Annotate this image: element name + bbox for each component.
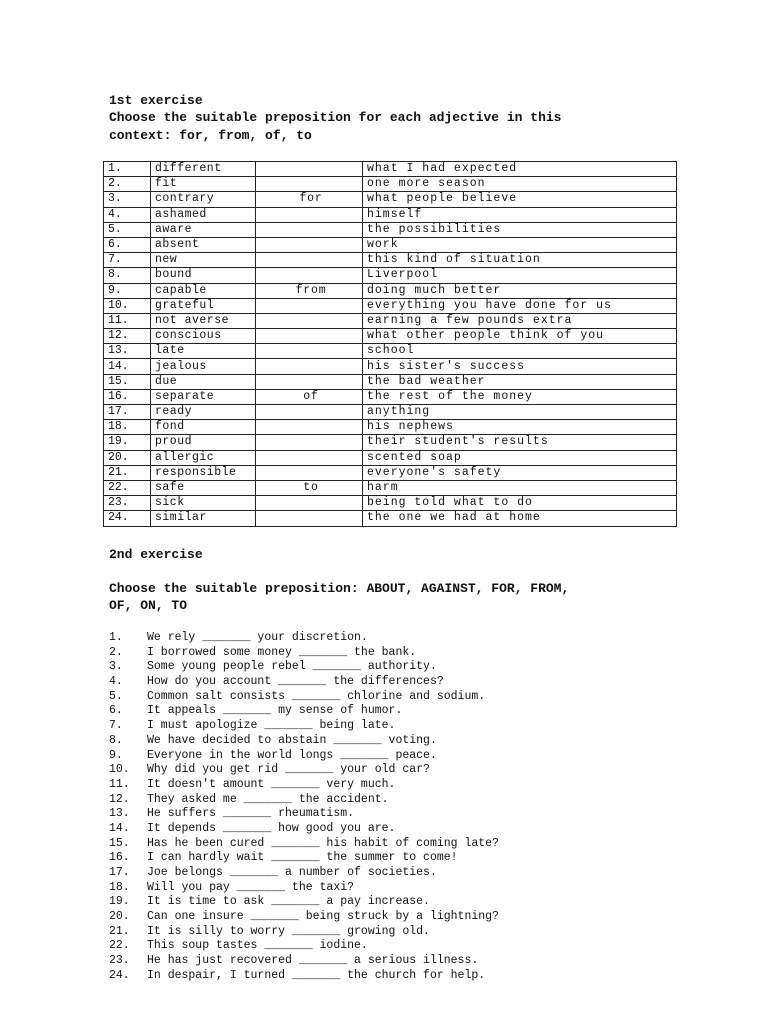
- table-row: [104, 177, 677, 192]
- context-cell: his sister's success: [363, 359, 677, 374]
- row-number: 5.: [104, 222, 151, 237]
- row-number: 7.: [104, 253, 151, 268]
- item-sentence: They asked me _______ the accident.: [147, 792, 389, 806]
- table-row: [104, 283, 677, 298]
- exercise2-instruction-line2: OF, ON, TO: [109, 598, 188, 613]
- adjective-cell: capable: [151, 283, 256, 298]
- item-number: 19.: [109, 895, 130, 909]
- item-sentence: It depends _______ how good you are.: [147, 821, 396, 835]
- table-row: [104, 496, 677, 511]
- list-item: [109, 704, 499, 719]
- context-cell: this kind of situation: [363, 253, 677, 268]
- row-number: 22.: [104, 480, 151, 495]
- list-item: [109, 881, 499, 896]
- adjective-cell: separate: [151, 389, 256, 404]
- row-number: 24.: [104, 511, 151, 526]
- row-number: 11.: [104, 313, 151, 328]
- item-number: 12.: [109, 792, 130, 806]
- preposition-cell: [256, 207, 363, 222]
- preposition-cell: [256, 344, 363, 359]
- item-sentence: I borrowed some money _______ the bank.: [147, 645, 417, 659]
- adjective-cell: due: [151, 374, 256, 389]
- row-number: 20.: [104, 450, 151, 465]
- item-sentence: Some young people rebel _______ authority.: [147, 660, 437, 674]
- row-number: 17.: [104, 405, 151, 420]
- item-sentence: It doesn't amount _______ very much.: [147, 777, 396, 791]
- adjective-cell: contrary: [151, 192, 256, 207]
- context-cell: his nephews: [363, 420, 677, 435]
- table-row: [104, 359, 677, 374]
- preposition-cell: from: [256, 283, 363, 298]
- list-item: [109, 793, 499, 808]
- item-sentence: How do you account _______ the differences?: [147, 675, 444, 689]
- preposition-cell: [256, 420, 363, 435]
- row-number: 4.: [104, 207, 151, 222]
- item-sentence: Has he been cured _______ his habit of coming late?: [147, 836, 499, 850]
- item-number: 18.: [109, 880, 130, 894]
- adjective-cell: fond: [151, 420, 256, 435]
- context-cell: work: [363, 237, 677, 252]
- row-number: 9.: [104, 283, 151, 298]
- table-row: [104, 207, 677, 222]
- table-row: [104, 329, 677, 344]
- table-row: [104, 222, 677, 237]
- context-cell: anything: [363, 405, 677, 420]
- preposition-cell: [256, 222, 363, 237]
- adjective-cell: fit: [151, 177, 256, 192]
- item-number: 16.: [109, 851, 130, 865]
- context-cell: everyone's safety: [363, 465, 677, 480]
- table-row: [104, 435, 677, 450]
- row-number: 19.: [104, 435, 151, 450]
- item-sentence: It appeals _______ my sense of humor.: [147, 704, 403, 718]
- preposition-cell: [256, 268, 363, 283]
- list-item: [109, 925, 499, 940]
- list-item: [109, 749, 499, 764]
- item-number: 5.: [109, 689, 123, 703]
- row-number: 1.: [104, 162, 151, 177]
- adjective-cell: jealous: [151, 359, 256, 374]
- item-number: 24.: [109, 968, 130, 982]
- preposition-cell: [256, 496, 363, 511]
- list-item: [109, 719, 499, 734]
- table-row: [104, 511, 677, 526]
- item-sentence: He has just recovered _______ a serious illness.: [147, 954, 479, 968]
- exercise1-instruction-line1: Choose the suitable preposition for each adjective in this: [109, 110, 562, 125]
- item-sentence: We have decided to abstain _______ voting.: [147, 733, 437, 747]
- row-number: 6.: [104, 237, 151, 252]
- table-row: [104, 405, 677, 420]
- list-item: [109, 778, 499, 793]
- row-number: 10.: [104, 298, 151, 313]
- item-sentence: He suffers _______ rheumatism.: [147, 807, 355, 821]
- table-row: [104, 237, 677, 252]
- list-item: [109, 822, 499, 837]
- list-item: [109, 866, 499, 881]
- adjective-cell: sick: [151, 496, 256, 511]
- row-number: 18.: [104, 420, 151, 435]
- adjective-cell: responsible: [151, 465, 256, 480]
- adjective-cell: bound: [151, 268, 256, 283]
- preposition-cell: [256, 298, 363, 313]
- exercise2-title: 2nd exercise: [109, 547, 203, 562]
- exercise1-table-body: [104, 162, 677, 527]
- list-item: [109, 837, 499, 852]
- item-number: 14.: [109, 821, 130, 835]
- row-number: 23.: [104, 496, 151, 511]
- preposition-cell: [256, 435, 363, 450]
- preposition-cell: [256, 465, 363, 480]
- item-number: 20.: [109, 910, 130, 924]
- item-sentence: It is time to ask _______ a pay increase.: [147, 895, 430, 909]
- context-cell: being told what to do: [363, 496, 677, 511]
- context-cell: the possibilities: [363, 222, 677, 237]
- table-row: [104, 480, 677, 495]
- preposition-cell: [256, 374, 363, 389]
- item-number: 10.: [109, 763, 130, 777]
- list-item: [109, 807, 499, 822]
- row-number: 12.: [104, 329, 151, 344]
- exercise1-title: 1st exercise: [109, 93, 203, 108]
- list-item: [109, 939, 499, 954]
- item-sentence: Will you pay _______ the taxi?: [147, 880, 355, 894]
- table-row: [104, 420, 677, 435]
- row-number: 3.: [104, 192, 151, 207]
- context-cell: the rest of the money: [363, 389, 677, 404]
- item-number: 23.: [109, 954, 130, 968]
- context-cell: what other people think of you: [363, 329, 677, 344]
- item-number: 1.: [109, 631, 123, 644]
- item-number: 3.: [109, 660, 123, 674]
- context-cell: harm: [363, 480, 677, 495]
- item-number: 22.: [109, 939, 130, 953]
- preposition-cell: [256, 162, 363, 177]
- context-cell: scented soap: [363, 450, 677, 465]
- item-number: 9.: [109, 748, 123, 762]
- preposition-cell: [256, 450, 363, 465]
- preposition-cell: [256, 511, 363, 526]
- item-sentence: I can hardly wait _______ the summer to come!: [147, 851, 458, 865]
- context-cell: everything you have done for us: [363, 298, 677, 313]
- row-number: 16.: [104, 389, 151, 404]
- item-number: 4.: [109, 675, 123, 689]
- item-sentence: Everyone in the world longs _______ peace.: [147, 748, 437, 762]
- item-number: 2.: [109, 645, 123, 659]
- item-number: 7.: [109, 719, 123, 733]
- exercise2-list: [109, 631, 499, 984]
- preposition-cell: [256, 329, 363, 344]
- list-item: [109, 954, 499, 969]
- adjective-cell: new: [151, 253, 256, 268]
- list-item: [109, 631, 499, 646]
- table-row: [104, 465, 677, 480]
- context-cell: what I had expected: [363, 162, 677, 177]
- context-cell: earning a few pounds extra: [363, 313, 677, 328]
- table-row: [104, 374, 677, 389]
- adjective-cell: allergic: [151, 450, 256, 465]
- context-cell: what people believe: [363, 192, 677, 207]
- adjective-cell: absent: [151, 237, 256, 252]
- table-row: [104, 344, 677, 359]
- item-sentence: Common salt consists _______ chlorine and sodium.: [147, 689, 486, 703]
- preposition-cell: for: [256, 192, 363, 207]
- table-row: [104, 268, 677, 283]
- table-row: [104, 389, 677, 404]
- list-item: [109, 895, 499, 910]
- item-sentence: In despair, I turned _______ the church for help.: [147, 968, 486, 982]
- item-number: 6.: [109, 704, 123, 718]
- preposition-cell: to: [256, 480, 363, 495]
- preposition-cell: [256, 359, 363, 374]
- exercise1-table: [103, 161, 677, 527]
- context-cell: their student's results: [363, 435, 677, 450]
- adjective-cell: similar: [151, 511, 256, 526]
- preposition-cell: [256, 253, 363, 268]
- preposition-cell: [256, 405, 363, 420]
- list-item: [109, 675, 499, 690]
- item-sentence: We rely _______ your discretion.: [147, 631, 368, 644]
- adjective-cell: conscious: [151, 329, 256, 344]
- list-item: [109, 734, 499, 749]
- item-sentence: I must apologize _______ being late.: [147, 719, 396, 733]
- list-item: [109, 763, 499, 778]
- adjective-cell: safe: [151, 480, 256, 495]
- table-row: [104, 192, 677, 207]
- row-number: 21.: [104, 465, 151, 480]
- item-sentence: It is silly to worry _______ growing old.: [147, 924, 430, 938]
- item-sentence: Joe belongs _______ a number of societies.: [147, 866, 437, 879]
- item-sentence: This soup tastes _______ iodine.: [147, 939, 368, 953]
- list-item: [109, 969, 499, 984]
- adjective-cell: grateful: [151, 298, 256, 313]
- exercise2-instruction-line1: Choose the suitable preposition: ABOUT, AGAINST, FOR, FROM,: [109, 581, 570, 596]
- list-item: [109, 910, 499, 925]
- adjective-cell: not averse: [151, 313, 256, 328]
- item-number: 11.: [109, 777, 130, 791]
- row-number: 8.: [104, 268, 151, 283]
- adjective-cell: different: [151, 162, 256, 177]
- list-item: [109, 690, 499, 705]
- row-number: 14.: [104, 359, 151, 374]
- preposition-cell: [256, 313, 363, 328]
- preposition-cell: [256, 177, 363, 192]
- context-cell: one more season: [363, 177, 677, 192]
- item-sentence: Can one insure _______ being struck by a lightning?: [147, 910, 499, 924]
- context-cell: school: [363, 344, 677, 359]
- preposition-cell: [256, 237, 363, 252]
- table-row: [104, 298, 677, 313]
- context-cell: himself: [363, 207, 677, 222]
- preposition-cell: of: [256, 389, 363, 404]
- row-number: 2.: [104, 177, 151, 192]
- item-sentence: Why did you get rid _______ your old car?: [147, 763, 430, 777]
- list-item: [109, 851, 499, 866]
- list-item: [109, 646, 499, 661]
- item-number: 21.: [109, 924, 130, 938]
- item-number: 15.: [109, 836, 130, 850]
- row-number: 15.: [104, 374, 151, 389]
- context-cell: the bad weather: [363, 374, 677, 389]
- adjective-cell: ashamed: [151, 207, 256, 222]
- table-row: [104, 253, 677, 268]
- list-item: [109, 660, 499, 675]
- context-cell: Liverpool: [363, 268, 677, 283]
- table-row: [104, 313, 677, 328]
- adjective-cell: ready: [151, 405, 256, 420]
- context-cell: doing much better: [363, 283, 677, 298]
- item-number: 17.: [109, 866, 130, 879]
- adjective-cell: late: [151, 344, 256, 359]
- row-number: 13.: [104, 344, 151, 359]
- context-cell: the one we had at home: [363, 511, 677, 526]
- table-row: [104, 450, 677, 465]
- item-number: 13.: [109, 807, 130, 821]
- adjective-cell: proud: [151, 435, 256, 450]
- adjective-cell: aware: [151, 222, 256, 237]
- exercise1-instruction-line2: context: for, from, of, to: [109, 128, 312, 143]
- item-number: 8.: [109, 733, 123, 747]
- table-row: [104, 162, 677, 177]
